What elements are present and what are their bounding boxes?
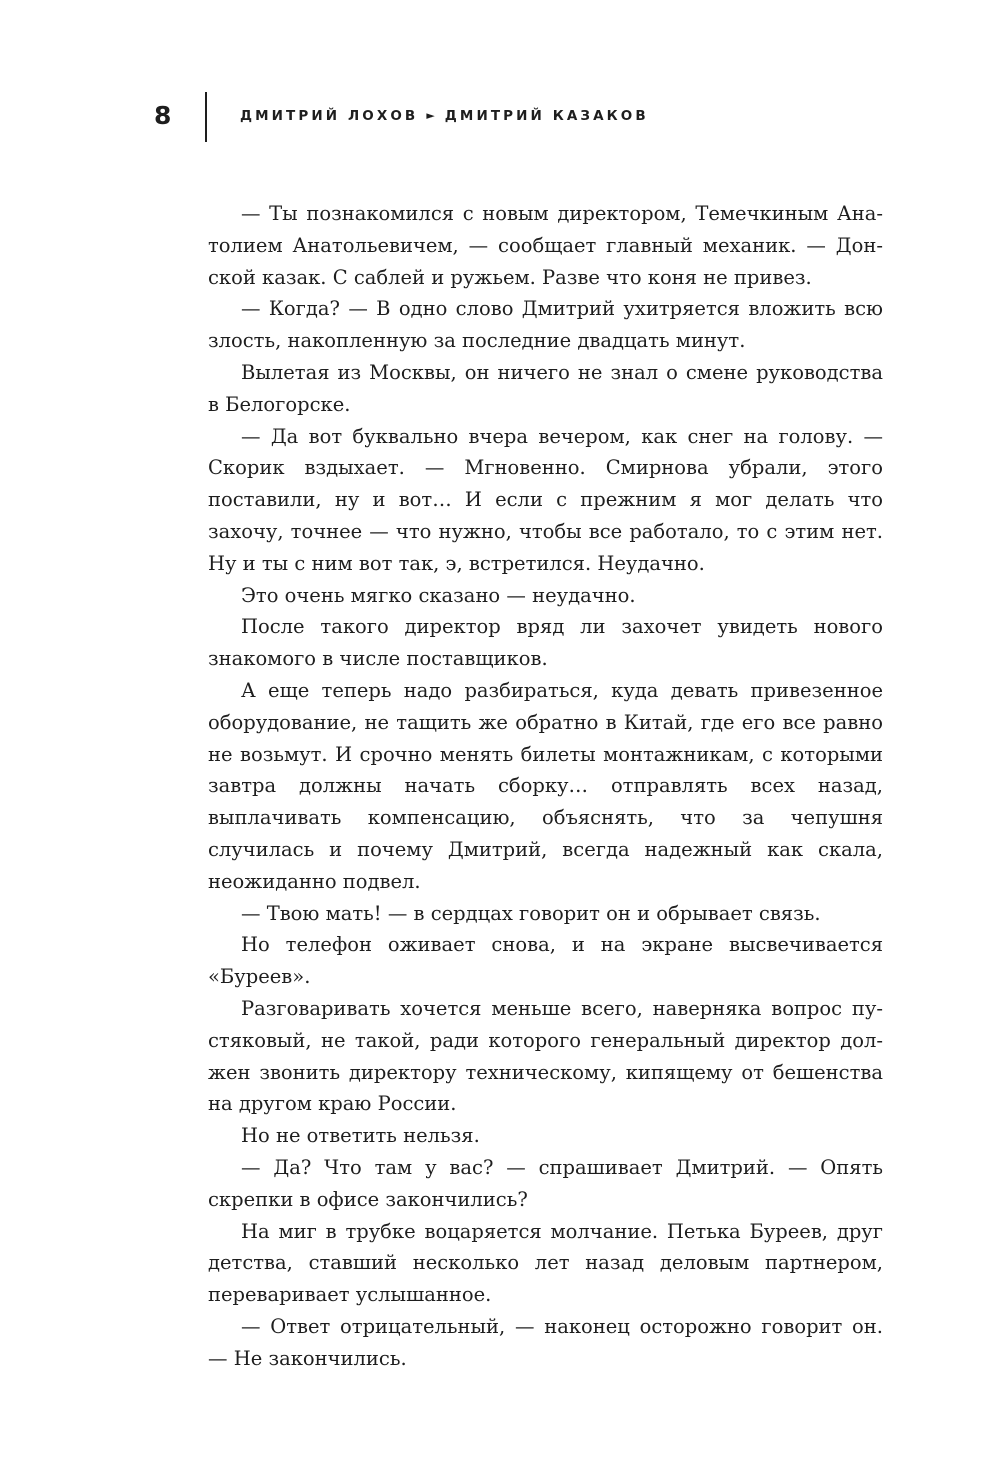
page-body-text: [208, 198, 883, 1374]
author-name-1: ДМИТРИЙ ЛОХОВ: [240, 108, 419, 124]
paragraph: — Да? Что там у вас? — спрашивает Дмитрий. — Опять скрепки в офисе закончились?: [208, 1155, 883, 1211]
paragraph: — Ты познакомился с новым директором, Темечкиным Анатолием Анатольевичем, — сообщает главный механик. — Донской казак. С саблей и ружьем. Разве что коня не привез.: [208, 202, 883, 289]
paragraph: Вылетая из Москвы, он ничего не знал о смене руководства в Белогорске.: [208, 360, 883, 416]
paragraph: На миг в трубке воцаряется молчание. Петька Буреев, друг детства, ставший несколько лет назад деловым партнером, переваривает услышанное.: [208, 1219, 883, 1307]
paragraph: — Ответ отрицательный, — наконец осторожно говорит он. — Не закончились.: [208, 1314, 883, 1370]
paragraph: Разговаривать хочется меньше всего, наверняка вопрос пустяковый, не такой, ради которого генеральный директор должен звонить директору техническому, кипящему от бешенства на другом краю России.: [208, 996, 883, 1116]
author-name-2: ДМИТРИЙ КАЗАКОВ: [444, 108, 649, 124]
paragraph: — Твою мать! — в сердцах говорит он и обрывает связь.: [241, 901, 821, 925]
author-line: [240, 106, 649, 126]
triangle-separator-icon: ►: [426, 109, 435, 122]
paragraph: Это очень мягко сказано — неудачно.: [241, 583, 636, 607]
paragraph: — Когда? — В одно слово Дмитрий ухитряется вложить всю злость, накопленную за последние двадцать минут.: [208, 297, 883, 353]
header-divider: [205, 92, 207, 142]
paragraph: Но не ответить нельзя.: [241, 1124, 480, 1148]
page-number: 8: [154, 101, 173, 130]
paragraph: После такого директор вряд ли захочет увидеть нового знакомого в числе поставщиков.: [208, 615, 883, 671]
running-head: [0, 0, 1000, 160]
paragraph: Но телефон оживает снова, и на экране высвечивается «Буреев».: [208, 933, 883, 989]
paragraph: — Да вот буквально вчера вечером, как снег на голову. — Скорик вздыхает. — Мгновенно. Смирнова убрали, этого поставили, ну и вот… И если с прежним я мог делать что захочу, точнее — что нужно, чтобы все работало, то с этим нет. Ну и ты с ним вот так, э, встретился. Неудачно.: [208, 424, 883, 575]
paragraph: А еще теперь надо разбираться, куда девать привезенное оборудование, не тащить же обратно в Китай, где его все равно не возьмут. И срочно менять билеты монтажникам, с которыми завтра должны начать сборку… отправлять всех назад, выплачивать компенсацию, объяснять, что за чепушня случилась и почему Дмитрий, всегда надежный как скала, неожиданно подвел.: [208, 678, 883, 893]
